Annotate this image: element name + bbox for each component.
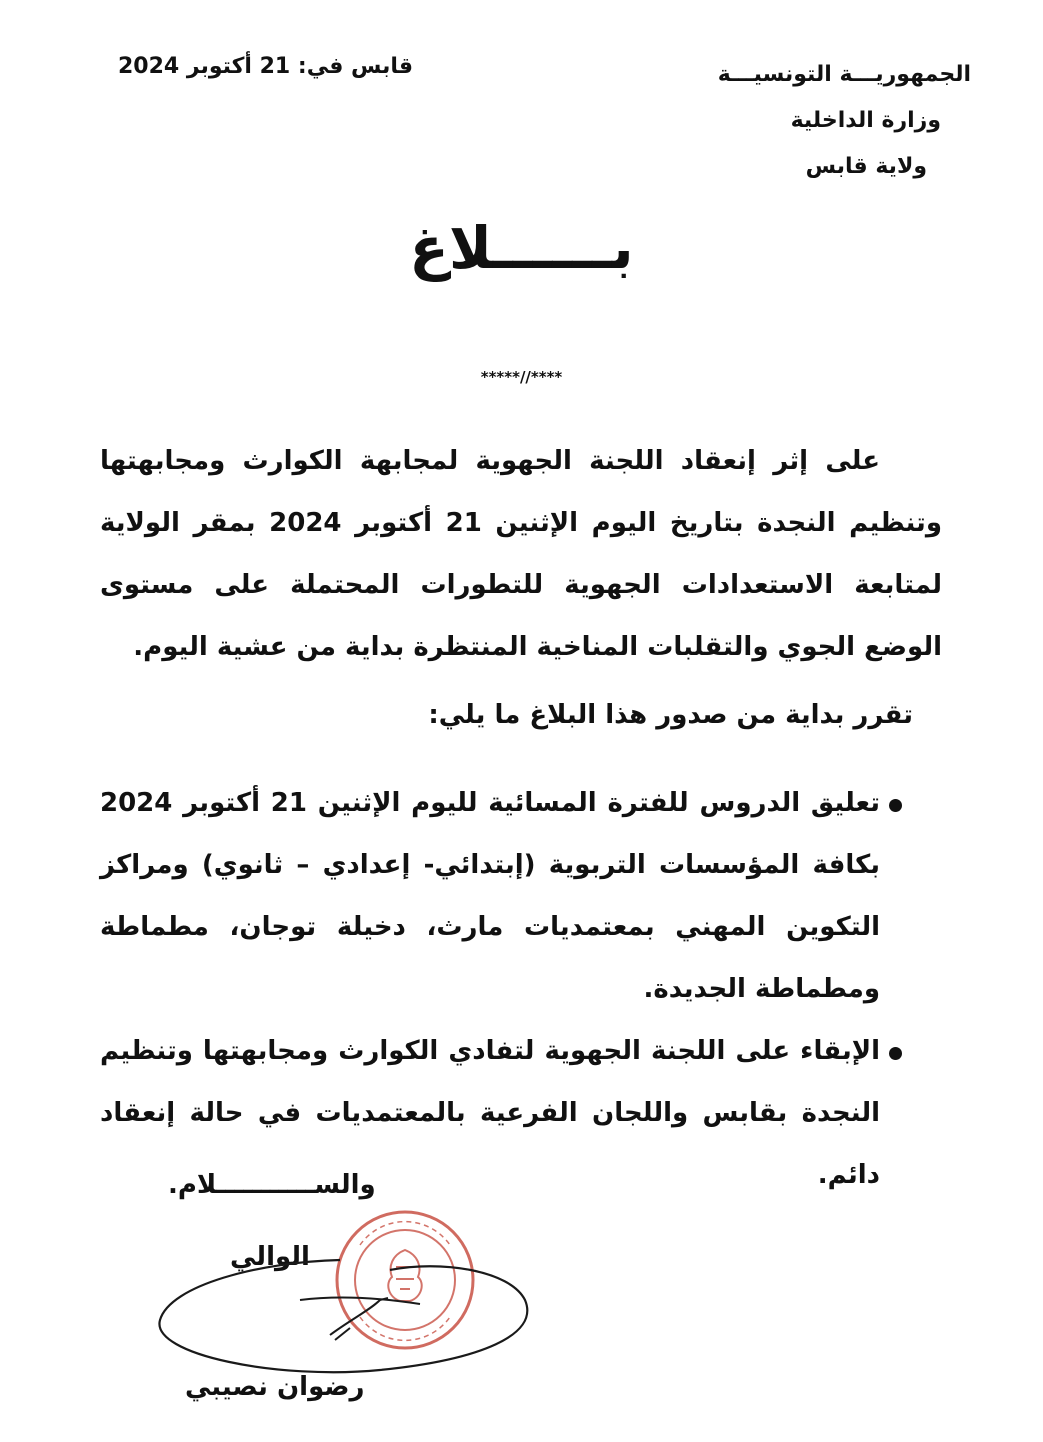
intro-paragraph (100, 430, 942, 678)
decision-intro: تقرر بداية من صدور هذا البلاغ ما يلي: (428, 700, 913, 730)
document-title: بــــــلاغ (409, 214, 634, 282)
intro-paragraph-text: على إثر إنعقاد اللجنة الجهوية لمجابهة الكوارث ومجابهتها وتنظيم النجدة بتاريخ اليوم الإثنين 21 أكتوبر 2024 بمقر الولاية لمتابعة الاستعدادات الجهوية للتطورات المحتملة على مستوى الوضع الجوي والتقلبات المناخية المنتظرة بداية من عشية اليوم. (100, 446, 942, 662)
country-name: الجمهوريـــة التونسيـــة (717, 62, 971, 87)
bullet-icon (889, 1047, 902, 1060)
closing-salutation: والســـــــــــلام. (168, 1170, 376, 1200)
document-date: قابس في: 21 أكتوبر 2024 (118, 54, 414, 79)
decision-list (100, 772, 942, 1206)
handwritten-signature-icon (140, 1240, 540, 1390)
governorate-name: ولاية قابس (805, 154, 927, 179)
signer-title: الوالي (230, 1242, 310, 1272)
list-item-text: الإبقاء على اللجنة الجهوية لتفادي الكوارث ومجابهتها وتنظيم النجدة بقابس واللجان الفرعية بالمعتمديات في حالة إنعقاد دائم. (100, 1036, 880, 1190)
separator: *****//**** (480, 368, 563, 386)
bullet-icon (889, 799, 902, 812)
letterhead (711, 52, 971, 190)
list-item-text: تعليق الدروس للفترة المسائية لليوم الإثنين 21 أكتوبر 2024 بكافة المؤسسات التربوية (إبتدائي- إعدادي – ثانوي) ومراكز التكوين المهني بمعتمديات مارث، دخيلة توجان، مطماطة ومطماطة الجديدة. (100, 788, 880, 1004)
signer-name: رضوان نصيبي (185, 1372, 365, 1402)
list-item (100, 772, 942, 1020)
ministry-name: وزارة الداخلية (790, 108, 941, 133)
